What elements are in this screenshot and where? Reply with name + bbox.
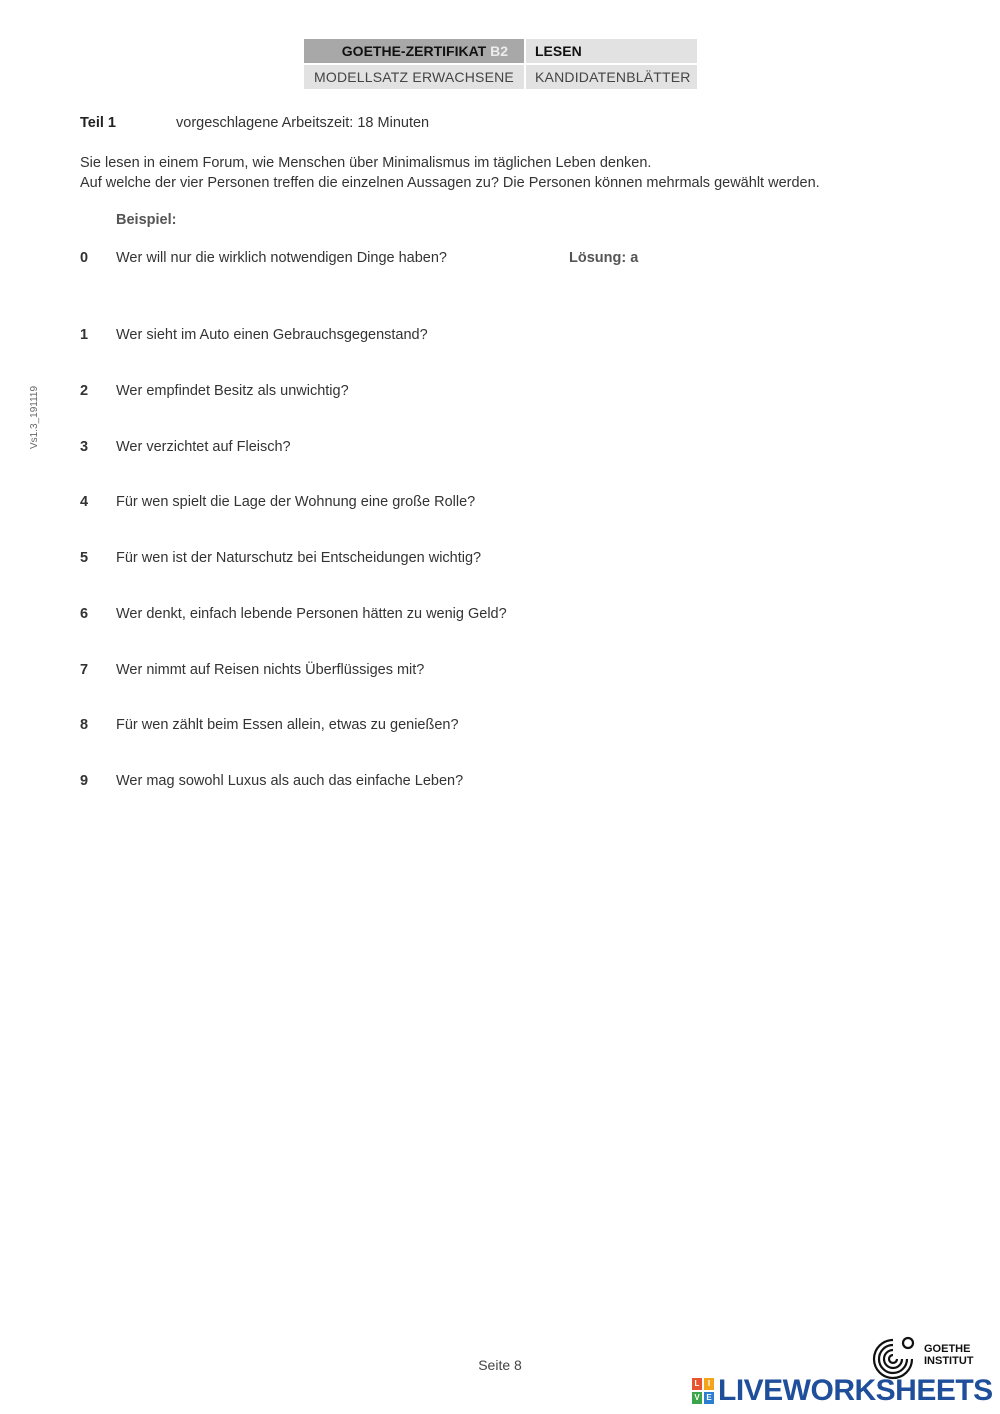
exam-name: GOETHE-ZERTIFIKAT xyxy=(341,43,487,59)
part-label: Teil 1 xyxy=(80,115,116,131)
question-text: Wer empfindet Besitz als unwichtig? xyxy=(116,383,349,399)
version-code: Vs1.3_191119 xyxy=(29,385,40,449)
question-text: Wer nimmt auf Reisen nichts Überflüssiges mit? xyxy=(116,662,425,678)
instructions xyxy=(80,153,940,193)
exam-header xyxy=(304,39,697,89)
sheet-type-cell: KANDIDATENBLÄTTER xyxy=(526,65,697,89)
question-number: 8 xyxy=(80,717,89,733)
question-number: 1 xyxy=(80,327,89,343)
instructions-line-1: Sie lesen in einem Forum, wie Menschen über Minimalismus im täglichen Leben denken. xyxy=(80,155,652,171)
question-number: 3 xyxy=(80,439,89,455)
liveworksheets-logo xyxy=(692,1374,993,1408)
question-text: Für wen zählt beim Essen allein, etwas zu genießen? xyxy=(116,717,459,733)
liveworksheets-wordmark: LIVEWORKSHEETS xyxy=(718,1374,993,1407)
example-number: 0 xyxy=(80,250,89,266)
example-question: Wer will nur die wirklich notwendigen Dinge haben? xyxy=(116,250,447,266)
question-text: Wer sieht im Auto einen Gebrauchsgegenstand? xyxy=(116,327,428,343)
set-name-cell: MODELLSATZ ERWACHSENE xyxy=(304,65,524,89)
live-badge-icon: L I V E xyxy=(692,1378,714,1404)
question-number: 9 xyxy=(80,773,89,789)
question-number: 4 xyxy=(80,494,89,510)
exam-name-cell xyxy=(304,39,524,63)
module-cell: LESEN xyxy=(526,39,697,63)
question-number: 5 xyxy=(80,550,89,566)
example-label: Beispiel: xyxy=(116,212,177,228)
question-text: Wer verzichtet auf Fleisch? xyxy=(116,439,291,455)
work-time: vorgeschlagene Arbeitszeit: 18 Minuten xyxy=(176,115,430,131)
question-text: Für wen spielt die Lage der Wohnung eine große Rolle? xyxy=(116,494,476,510)
goethe-institut-wordmark: GOETHE INSTITUT xyxy=(924,1343,974,1367)
question-number: 7 xyxy=(80,662,89,678)
question-text: Wer mag sowohl Luxus als auch das einfache Leben? xyxy=(116,773,464,789)
question-text: Für wen ist der Naturschutz bei Entscheidungen wichtig? xyxy=(116,550,482,566)
question-number: 2 xyxy=(80,383,89,399)
exam-level: B2 xyxy=(490,43,508,59)
page-number: Seite 8 xyxy=(478,1357,522,1373)
question-text: Wer denkt, einfach lebende Personen hätten zu wenig Geld? xyxy=(116,606,507,622)
question-number: 6 xyxy=(80,606,89,622)
instructions-line-2: Auf welche der vier Personen treffen die einzelnen Aussagen zu? Die Personen können mehrmals gewählt werden. xyxy=(80,175,820,191)
example-solution: Lösung: a xyxy=(569,250,639,266)
